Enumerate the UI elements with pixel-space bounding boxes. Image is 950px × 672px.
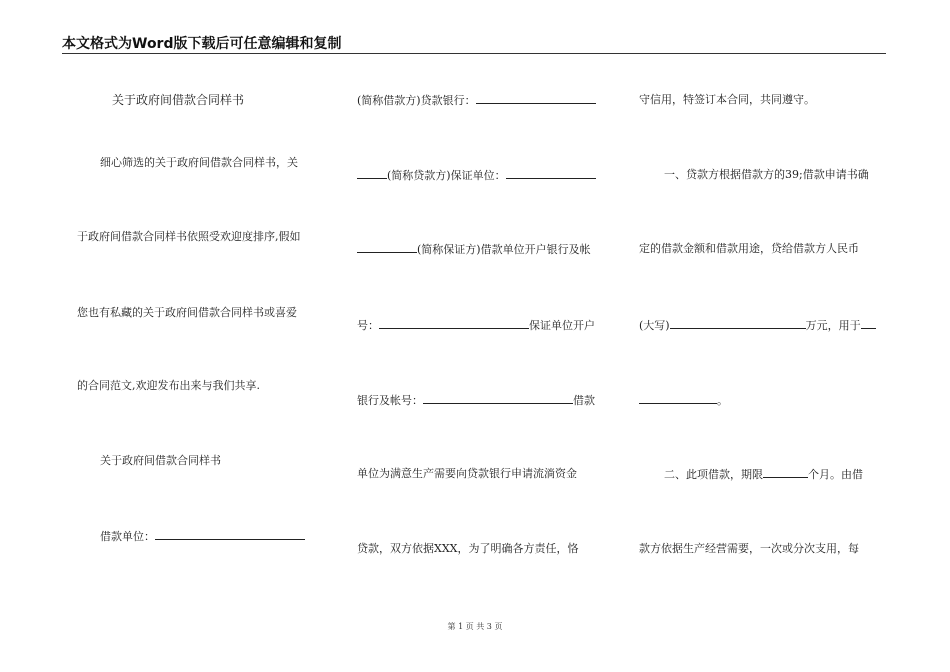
period-mark: 。 [717,394,728,407]
document-title: 关于政府间借款合同样书 [112,93,245,107]
clause-line-3: 定的借款金额和借款用途，贷给借款方人民币 [639,242,859,255]
contract-line-4 [357,317,595,334]
clause-line-1: 守信用，特签订本合同，共同遵守。 [639,93,815,106]
guarantor-account-blank [423,392,573,404]
clause-line-5 [639,392,728,409]
guarantor-name-blank [357,241,417,253]
contract-line-2 [357,167,596,184]
guarantor-blank [506,167,596,179]
amount-label: (大写) [639,319,670,332]
term-label: 二、此项借款，期限 [664,468,763,481]
subtitle: 关于政府间借款合同样书 [100,454,221,467]
amount-blank [670,317,806,329]
borrower-label: 借款单位： [100,530,155,543]
intro-line-4: 的合同范文,欢迎发布出来与我们共享. [77,379,260,392]
clause-line-2: 一、贷款方根据借款方的39;借款申请书确 [664,168,869,181]
bank-account-label: 银行及帐号： [357,394,423,407]
loan-word: 借款 [573,394,595,407]
borrower-blank [155,528,305,540]
page-number: 第 1 页 共 3 页 [447,622,503,631]
borrower-line [100,528,305,545]
contract-line-1 [357,92,596,109]
borrower-bank-label: (简称保证方)借款单位开户银行及帐 [417,243,591,256]
intro-line-3: 您也有私藏的关于政府间借款合同样书或喜爱 [77,306,297,319]
contract-line-6: 单位为满意生产需要向贷款银行申请流淌资金 [357,467,577,480]
clause-line-6 [664,466,863,483]
account-label: 号： [357,319,379,332]
contract-line-7: 贷款，双方依据XXX，为了明确各方责任，恪 [357,542,579,555]
lender-bank-blank [476,92,596,104]
term-blank [763,466,808,478]
contract-line-5 [357,392,595,409]
clause-line-7: 款方依据生产经营需要，一次或分次支用，每 [639,542,859,555]
header-rule [62,53,886,54]
intro-line-1: 细心筛选的关于政府间借款合同样书，关 [100,156,298,169]
unit-purpose-label: 万元，用于 [805,319,861,332]
intro-line-2: 于政府间借款合同样书依照受欢迎度排序,假如 [77,230,301,243]
clause-line-4 [639,317,876,334]
document-header: 本文格式为Word版下载后可任意编辑和复制 [62,36,342,52]
purpose-blank [861,317,876,329]
months-label: 个月。由借 [808,468,863,481]
purpose-continued-blank [639,392,717,404]
lender-name-blank [357,167,387,179]
borrower-account-blank [379,317,529,329]
guarantor-bank-label: 保证单位开户 [529,319,595,332]
lender-bank-label: (简称借款方)贷款银行： [357,94,476,107]
guarantor-label: (简称贷款方)保证单位： [387,169,506,182]
contract-line-3 [357,241,591,258]
